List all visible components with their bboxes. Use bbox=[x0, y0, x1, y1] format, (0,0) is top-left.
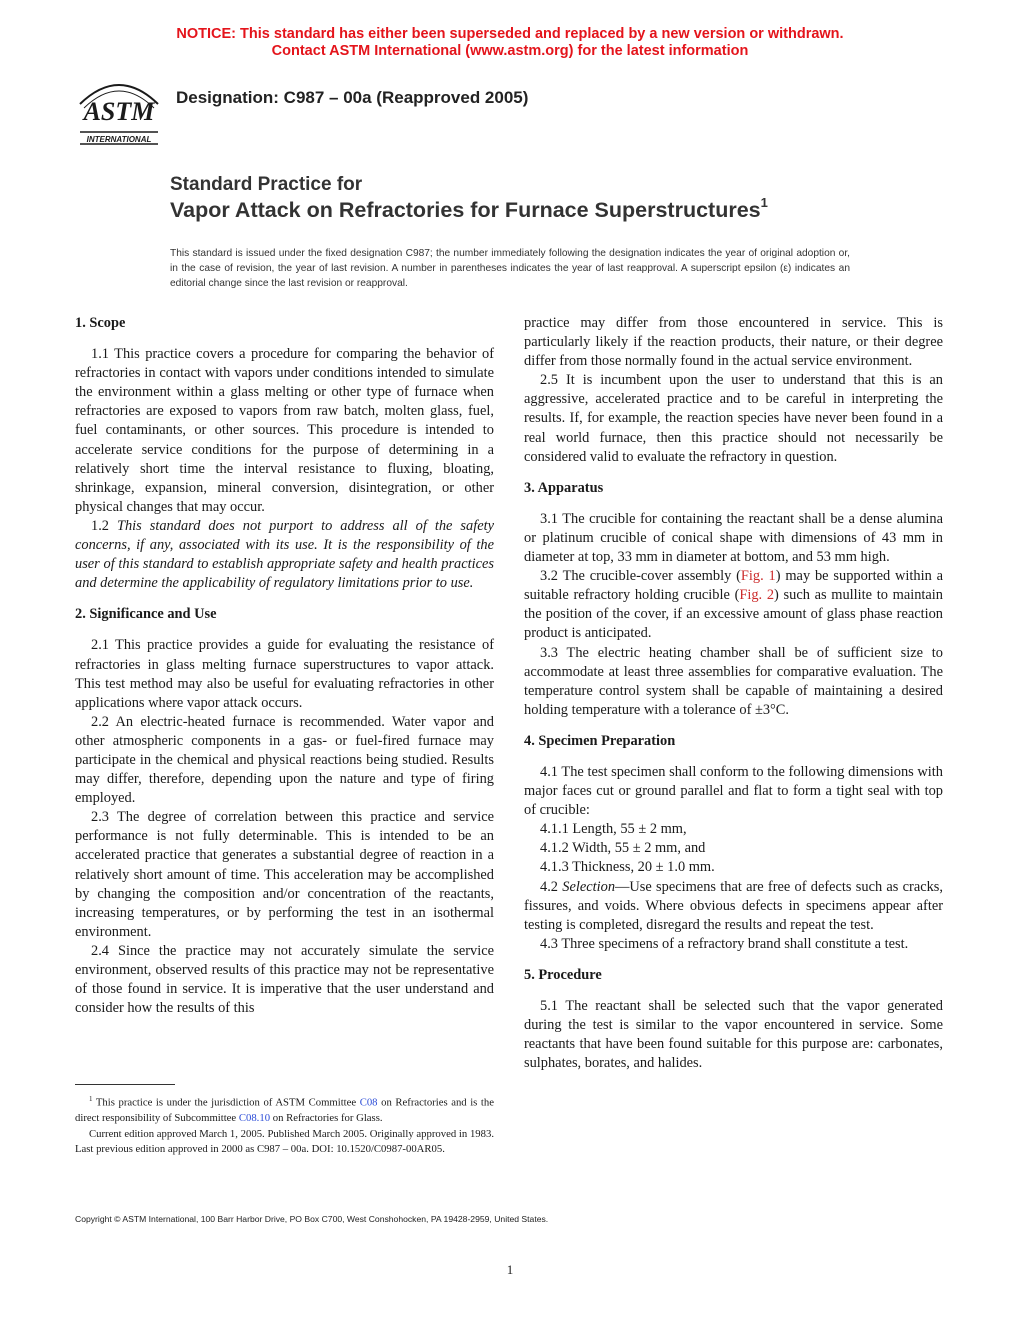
footnote bbox=[75, 1092, 494, 1158]
paragraph-3-2 bbox=[524, 567, 943, 643]
text-run: ) such as mullite to maintain the position of the cover, if an excessive amount of glass phase reaction product is anticipated. bbox=[524, 587, 943, 642]
text-run: ) may be supported within a suitable refractory holding crucible ( bbox=[524, 568, 943, 604]
supersede-notice bbox=[0, 26, 1020, 60]
paragraph-2-4: 2.4 Since the practice may not accurately simulate the service environment, observed results of this practice may not be representative of those found in service. It is imperative that the user understand and consider how the results of this bbox=[75, 942, 494, 1017]
text-run: This practice is under the jurisdiction of ASTM Committee bbox=[95, 1096, 360, 1109]
paragraph-4-2 bbox=[524, 878, 943, 935]
footnote-edition: Current edition approved March 1, 2005. Published March 2005. Originally approved in 1983. Last previous edition approved in 2000 as C987 – 00a. DOI: 10.1520/C0987-00AR05. bbox=[75, 1127, 494, 1156]
safety-caveat: This standard does not purport to address all of the safety concerns, if any, associated with its use. It is the responsibility of the user of this standard to establish appropriate safety and health practices and determine the applicability of regulatory limitations prior to use. bbox=[75, 517, 494, 592]
section-heading-specimen: 4. Specimen Preparation bbox=[524, 732, 676, 749]
issuance-note: This standard is issued under the fixed designation C987; the number immediately following the designation indicates the year of original adoption or, in the case of revision, the year of last revision. A number in parentheses indicates the year of last reapproval. A superscript epsilon (ε) indicates an editorial change since the last revision or reapproval. bbox=[170, 248, 850, 289]
paragraph-4-1-1: 4.1.1 Length, 55 ± 2 mm, bbox=[540, 821, 687, 838]
paragraph-3-3: 3.3 The electric heating chamber shall be of sufficient size to accommodate at least three assemblies for comparative evaluation. The temperature control system shall be capable of maintaining a desired holding temperature with a tolerance of ±3°C. bbox=[524, 644, 943, 718]
paragraph-4-1: 4.1 The test specimen shall conform to the following dimensions with major faces cut or ground parallel and flat to form a tight seal with top of crucible: bbox=[524, 763, 943, 819]
selection-label: Selection bbox=[562, 878, 616, 895]
designation: Designation: C987 – 00a (Reapproved 2005) bbox=[176, 88, 529, 107]
paragraph-4-1-2: 4.1.2 Width, 55 ± 2 mm, and bbox=[540, 840, 706, 857]
paragraph-1-1: 1.1 This practice covers a procedure for comparing the behavior of refractories in contact with vapors under conditions intended to simulate the environment within a glass melting or other type of furnace when refractories are exposed to vapors from raw batch, molten glass, fuel, fuel contaminants, or other sources. This procedure is intended to accelerate service conditions for the purpose of determining in a relatively short time the interval resistance to fluxing, bloating, shrinkage, expansion, mineral conversion, disintegration, or other physical changes that may occur. bbox=[75, 346, 494, 515]
logo-letters: ASTM bbox=[83, 97, 155, 126]
text-run: on Refractories for Glass. bbox=[270, 1112, 383, 1125]
paragraph-2-3: 2.3 The degree of correlation between this practice and service performance is not fully determinable. This is intended to be an accelerated practice that generates a substantial degree of reaction in a relatively short amount of time. This acceleration may be accomplished by changing the composition and/or concentration of the reactants, increasing temperatures, or by performing the test in an isothermal environment. bbox=[75, 809, 494, 940]
footnote-divider bbox=[75, 1084, 175, 1085]
c08-link[interactable]: C08 bbox=[359, 1096, 378, 1109]
paragraph-4-3: 4.3 Three specimens of a refractory brand shall constitute a test. bbox=[540, 935, 909, 952]
fig-2-link[interactable]: Fig. 2 bbox=[739, 587, 775, 604]
paragraph-2-2: 2.2 An electric-heated furnace is recommended. Water vapor and other atmospheric components in a gas- or fuel-fired furnace may participate in the chemical and physical reactions being studied. Results may differ, therefore, depending upon the nature and type of firing employed. bbox=[75, 713, 494, 807]
title-line-1: Standard Practice for bbox=[170, 174, 363, 195]
astm-logo bbox=[74, 76, 164, 152]
section-heading-scope: 1. Scope bbox=[75, 315, 126, 331]
paragraph-1-2 bbox=[75, 517, 494, 593]
left-column bbox=[75, 314, 494, 1018]
title-line-2 bbox=[170, 195, 768, 223]
copyright-line: Copyright © ASTM International, 100 Barr Harbor Drive, PO Box C700, West Conshohocken, PA 19428-2959, United States. bbox=[75, 1214, 549, 1224]
paragraph-2-4-continued: practice may differ from those encountered in service. This is particularly likely if the reaction products, their nature, or their degree differ from those normally found in the actual service environment. bbox=[524, 315, 943, 370]
text-run: 3.2 The crucible-cover assembly ( bbox=[540, 568, 741, 585]
footnote-jurisdiction bbox=[75, 1092, 494, 1127]
section-heading-apparatus: 3. Apparatus bbox=[524, 479, 604, 496]
notice-line-1: NOTICE: This standard has either been superseded and replaced by a new version or withdrawn. bbox=[176, 26, 844, 42]
page-number: 1 bbox=[506, 1262, 514, 1277]
paragraph-4-1-3: 4.1.3 Thickness, 20 ± 1.0 mm. bbox=[540, 859, 715, 876]
section-heading-procedure: 5. Procedure bbox=[524, 966, 602, 983]
title-footnote-mark: 1 bbox=[760, 195, 768, 210]
c0810-link[interactable]: C08.10 bbox=[238, 1112, 271, 1125]
notice-line-2: Contact ASTM International (www.astm.org) for the latest information bbox=[271, 43, 749, 59]
fig-1-link[interactable]: Fig. 1 bbox=[740, 568, 776, 585]
paragraph-number: 4.2 bbox=[540, 878, 558, 895]
text-run: on Refractories and is the direct responsibility of Subcommittee bbox=[75, 1096, 494, 1125]
footnote-mark: 1 bbox=[89, 1095, 93, 1103]
logo-subtitle: INTERNATIONAL bbox=[86, 135, 152, 144]
paragraph-2-1: 2.1 This practice provides a guide for evaluating the resistance of refractories in glass melting furnace superstructures to vapor attack. This test method may also be useful for evaluating refractories in other applications where vapor attack occurs. bbox=[75, 637, 494, 711]
right-column bbox=[524, 314, 943, 1073]
paragraph-5-1: 5.1 The reactant shall be selected such that the vapor generated during the test is similar to the vapor encountered in service. Some reactants that have been found suitable for this purpose are: carbonates, sulphates, borates, and halides. bbox=[524, 998, 943, 1072]
paragraph-2-5: 2.5 It is incumbent upon the user to understand that this is an aggressive, accelerated practice and to be careful in interpreting the results. If, for example, the reaction species have never been found in a real world furnace, then this practice should not necessarily be considered valid to evaluate the refractory in question. bbox=[524, 372, 943, 465]
section-heading-significance: 2. Significance and Use bbox=[75, 606, 217, 623]
paragraph-3-1: 3.1 The crucible for containing the reactant shall be a dense alumina or platinum crucible of conical shape with dimensions of 43 mm in diameter at top, 33 mm in diameter at bottom, and 53 mm high. bbox=[524, 510, 943, 566]
text-run: —Use specimens that are free of defects such as cracks, fissures, and voids. Where obvious defects in specimens appear after testing is completed, disregard the results and repeat the test. bbox=[524, 878, 943, 933]
paragraph-number: 1.2 bbox=[91, 517, 109, 534]
title-text: Vapor Attack on Refractories for Furnace Superstructures bbox=[170, 198, 761, 222]
